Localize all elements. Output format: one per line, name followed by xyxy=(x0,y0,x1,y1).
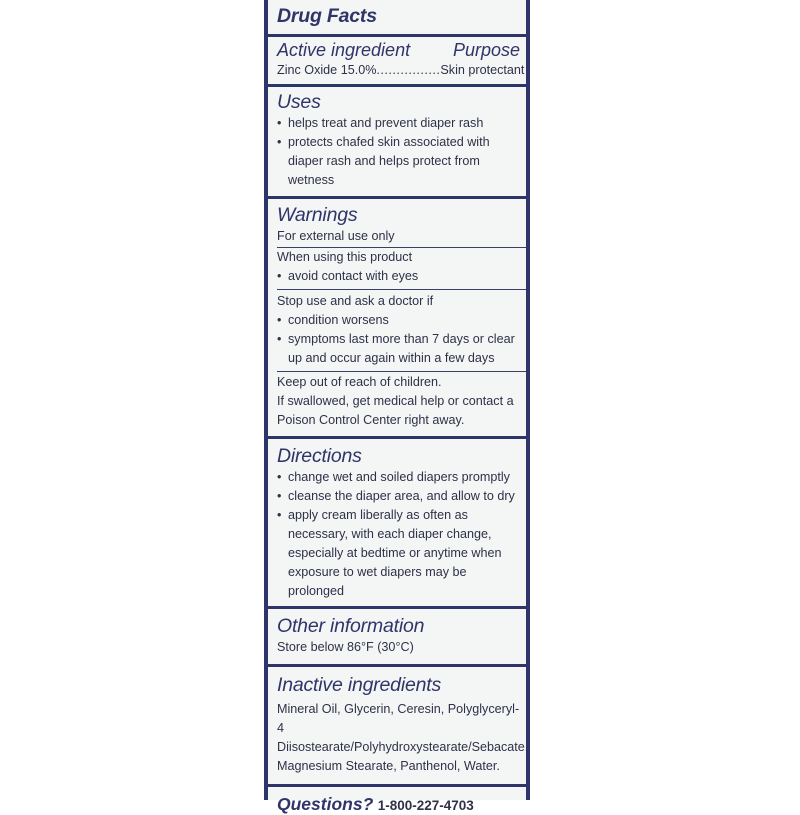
bullet-icon: • xyxy=(277,135,282,149)
active-ingredient-heading: Active ingredient xyxy=(277,40,411,60)
warnings-heading: Warnings xyxy=(277,204,358,226)
questions-section xyxy=(268,787,526,815)
warnings-section xyxy=(268,199,526,430)
bullet-icon: • xyxy=(277,508,282,522)
other-information-heading: Other information xyxy=(277,615,425,637)
list-item: • avoid contact with eyes xyxy=(277,267,520,286)
inactive-ingredients-text: Mineral Oil, Glycerin, Ceresin, Polyglyceryl-4 Diisostearate/Polyhydroxystearate/Sebacate, Magnesium Stearate, Panthenol, Water. xyxy=(277,702,529,773)
other-information-section xyxy=(268,609,526,657)
list-item: • helps treat and prevent diaper rash xyxy=(277,114,520,133)
list-item: • condition worsens xyxy=(277,311,520,330)
storage-text: Store below 86°F (30°C) xyxy=(277,640,414,654)
bullet-icon: • xyxy=(277,489,282,503)
list-item: • symptoms last more than 7 days or clear up and occur again within a few days xyxy=(277,330,520,368)
drug-facts-title: Drug Facts xyxy=(277,5,377,27)
stop-use-heading: Stop use and ask a doctor if xyxy=(277,294,434,308)
directions-section xyxy=(268,439,526,601)
list-item: • protects chafed skin associated with diaper rash and helps protect from wetness xyxy=(277,133,520,190)
inactive-ingredients-section xyxy=(268,667,529,776)
drug-facts-panel xyxy=(264,0,530,814)
active-ingredient-section xyxy=(268,37,526,79)
divider xyxy=(277,371,526,372)
inactive-ingredients-heading: Inactive ingredients xyxy=(277,674,442,696)
keep-out-text: If swallowed, get medical help or contact a Poison Control Center right away. xyxy=(277,394,514,427)
bullet-icon: • xyxy=(277,470,282,484)
bullet-icon: • xyxy=(277,332,282,346)
keep-out-heading: Keep out of reach of children. xyxy=(277,375,442,389)
questions-label: Questions? xyxy=(277,794,374,814)
uses-heading: Uses xyxy=(277,91,321,113)
divider xyxy=(277,289,526,290)
external-use-text: For external use only xyxy=(277,229,395,243)
bullet-icon: • xyxy=(277,269,282,283)
list-item: • change wet and soiled diapers promptly xyxy=(277,468,520,487)
when-using-heading: When using this product xyxy=(277,250,413,264)
uses-section xyxy=(268,87,526,190)
bullet-icon: • xyxy=(277,313,282,327)
list-item: • apply cream liberally as often as necessary, with each diaper change, especially at bedtime or anytime when exposure to wet diapers may be prolonged xyxy=(277,506,520,601)
ingredient-purpose: Skin protectant xyxy=(440,63,525,77)
active-ingredient-row xyxy=(277,62,525,79)
active-ingredient-header xyxy=(277,39,520,61)
list-item: • cleanse the diaper area, and allow to dry xyxy=(277,487,520,506)
purpose-heading: Purpose xyxy=(452,40,520,60)
leader-dots: ................ xyxy=(376,63,441,77)
bullet-icon: • xyxy=(277,116,282,130)
directions-heading: Directions xyxy=(277,445,362,467)
ingredient-name: Zinc Oxide 15.0% xyxy=(277,63,377,77)
phone-number: 1-800-227-4703 xyxy=(377,798,474,813)
